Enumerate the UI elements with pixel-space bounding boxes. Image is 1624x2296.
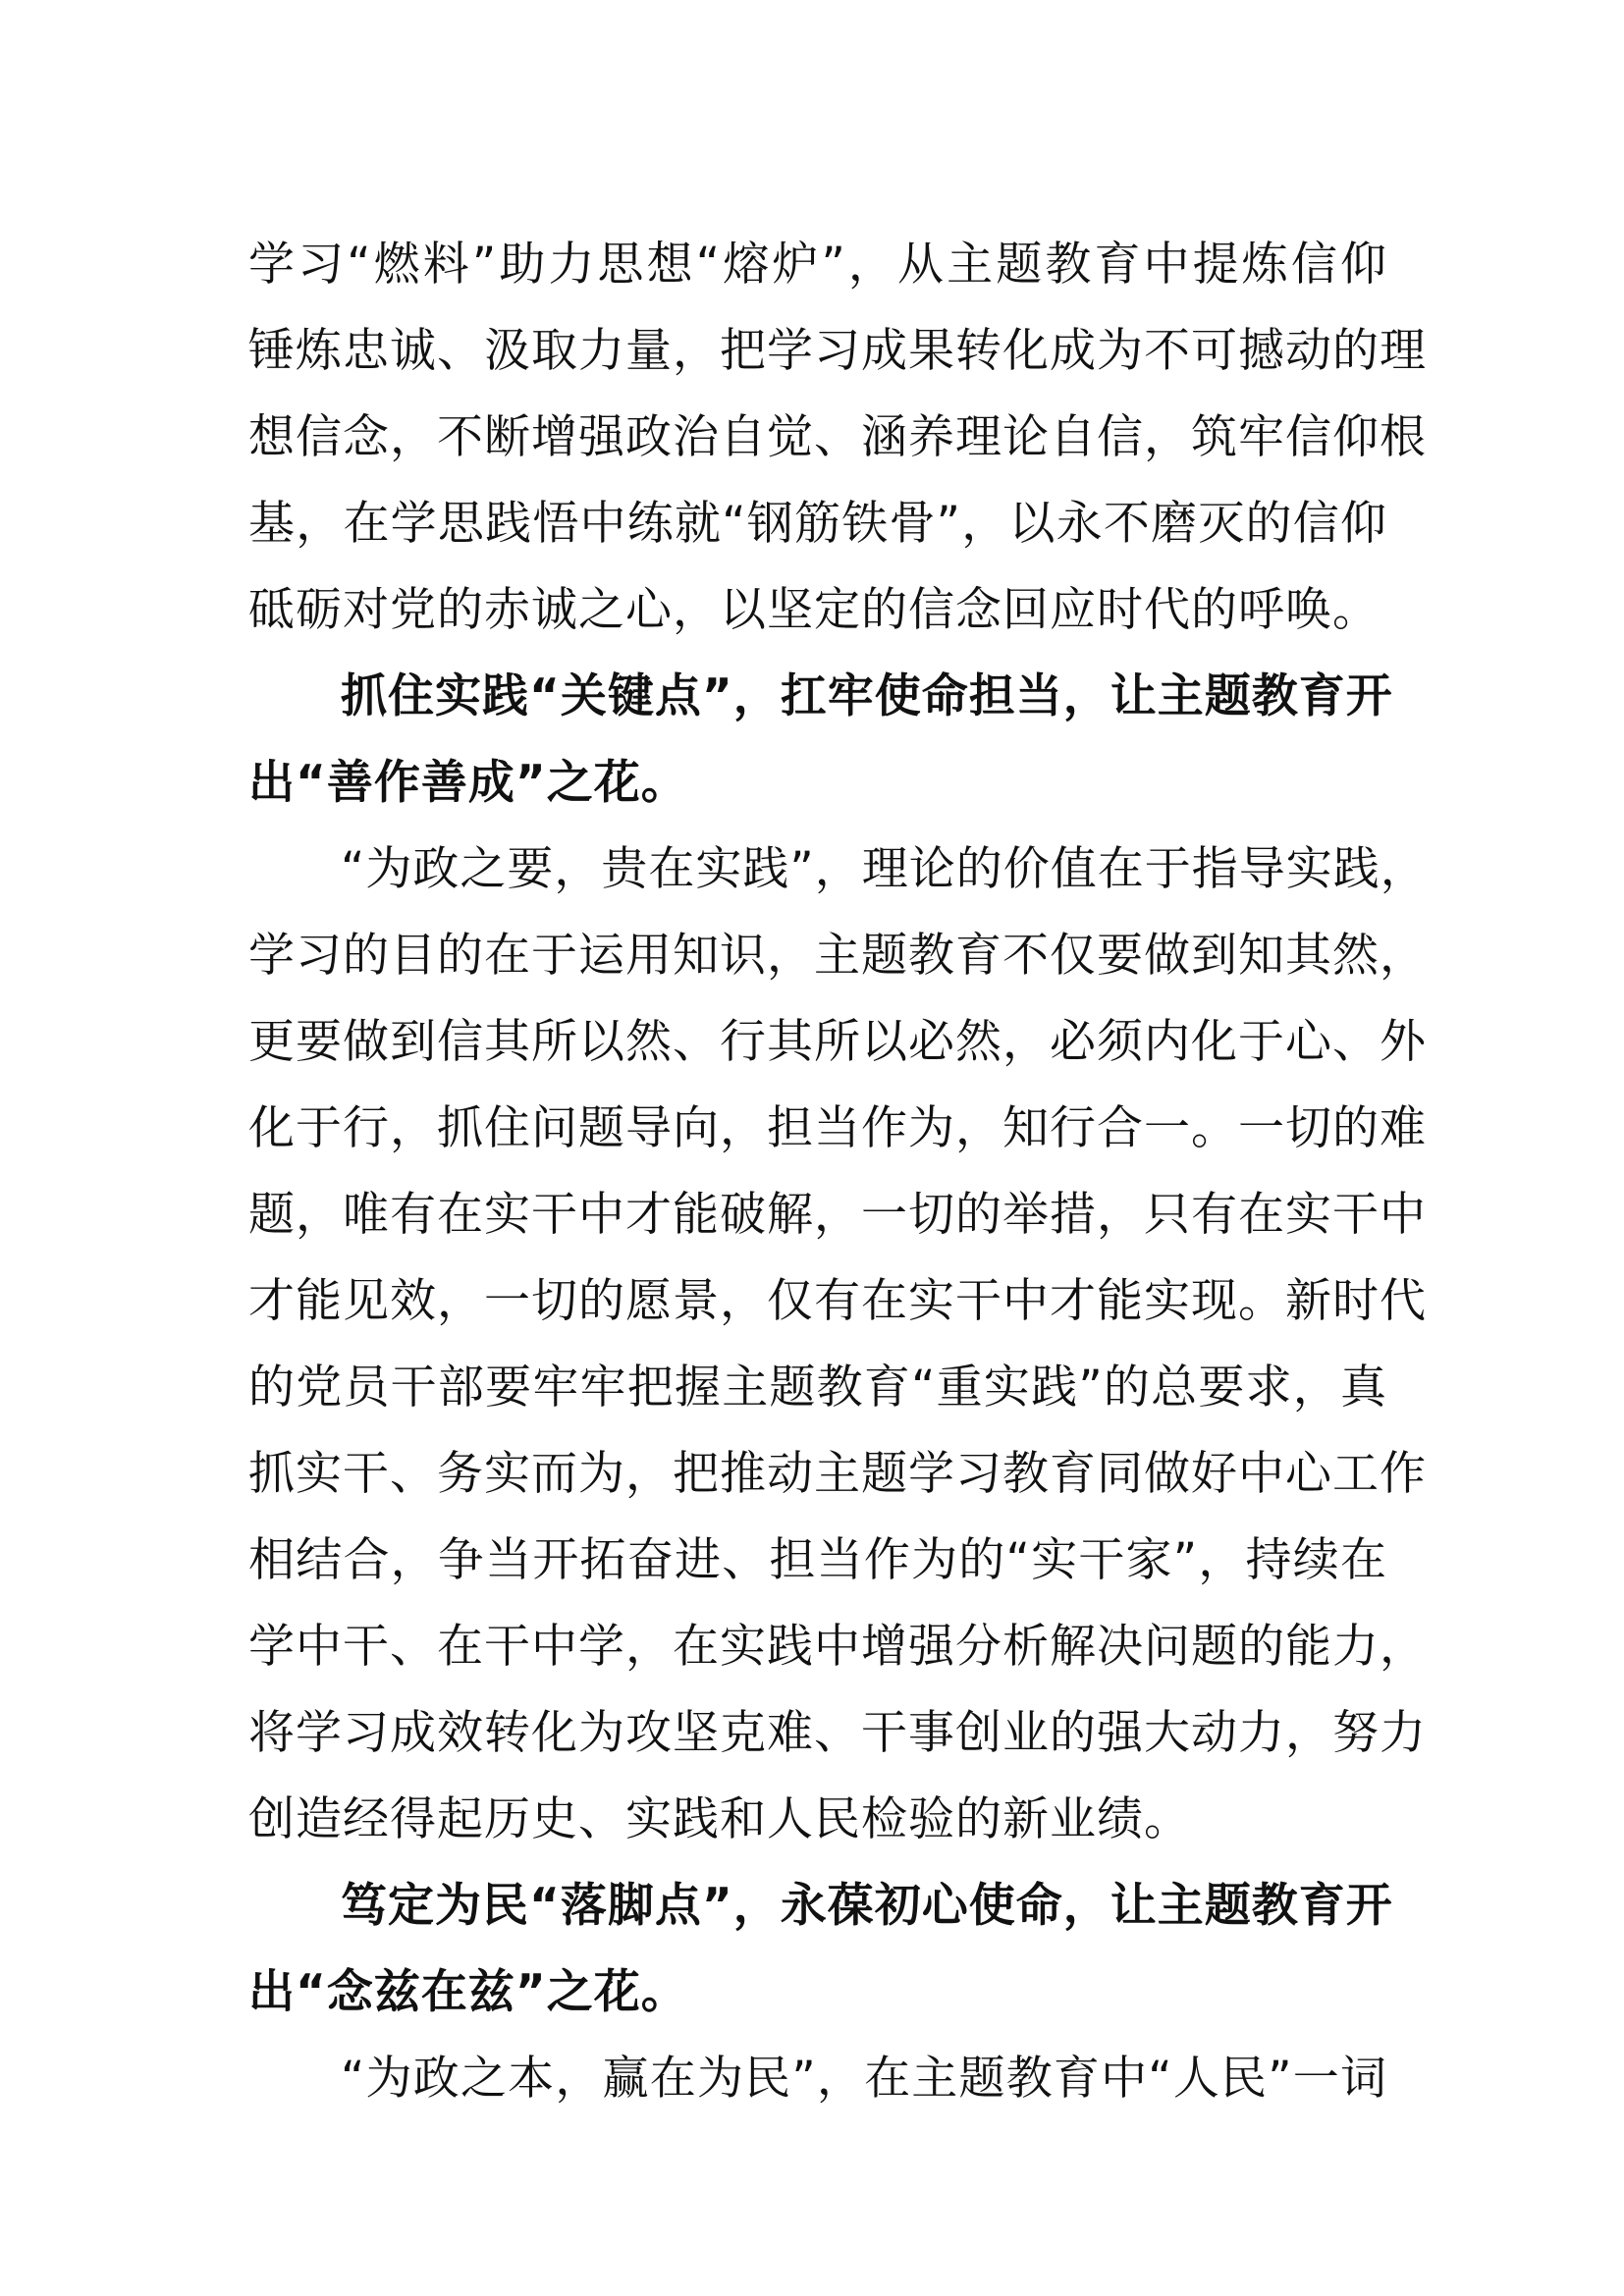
text-line: 更要做到信其所以然、行其所以必然，必须内化于心、外 <box>248 1015 1427 1069</box>
text-line: 将学习成效转化为攻坚克难、干事创业的强大动力，努力 <box>248 1706 1427 1760</box>
section-heading-line: 出“善作善成”之花。 <box>248 756 688 810</box>
section-heading-line: 出“念兹在兹”之花。 <box>248 1965 688 2019</box>
text-line: 基，在学思践悟中练就“钢筋铁骨”，以永不磨灭的信仰 <box>248 497 1387 551</box>
text-line: 学中干、在干中学，在实践中增强分析解决问题的能力， <box>248 1620 1427 1674</box>
text-line: 抓实干、务实而为，把推动主题学习教育同做好中心工作 <box>248 1447 1427 1501</box>
text-line: 学习“燃料”助力思想“熔炉”，从主题教育中提炼信仰 <box>248 238 1387 292</box>
text-line: 砥砺对党的赤诚之心，以坚定的信念回应时代的呼唤。 <box>248 583 1380 637</box>
text-line: 化于行，抓住问题导向，担当作为，知行合一。一切的难 <box>248 1101 1427 1155</box>
text-line: 才能见效，一切的愿景，仅有在实干中才能实现。新时代 <box>248 1274 1427 1328</box>
text-line: “为政之本，赢在为民”，在主题教育中“人民”一词 <box>341 2052 1387 2106</box>
document-body <box>248 222 1428 2122</box>
text-line: 题，唯有在实干中才能破解，一切的举措，只有在实干中 <box>248 1188 1427 1242</box>
text-line: 的党员干部要牢牢把握主题教育“重实践”的总要求，真 <box>248 1361 1387 1415</box>
text-line: 锤炼忠诚、汲取力量，把学习成果转化成为不可撼动的理 <box>248 324 1427 378</box>
text-line: 学习的目的在于运用知识，主题教育不仅要做到知其然， <box>248 929 1427 983</box>
section-heading-line: 笃定为民“落脚点”，永葆初心使命，让主题教育开 <box>341 1879 1393 1933</box>
text-line: 相结合，争当开拓奋进、担当作为的“实干家”，持续在 <box>248 1533 1387 1587</box>
text-line: “为政之要，贵在实践”，理论的价值在于指导实践， <box>341 842 1428 896</box>
text-line: 创造经得起历史、实践和人民检验的新业绩。 <box>248 1792 1191 1846</box>
text-line: 想信念，不断增强政治自觉、涵养理论自信，筑牢信仰根 <box>248 410 1427 464</box>
section-heading-line: 抓住实践“关键点”，扛牢使命担当，让主题教育开 <box>341 669 1393 723</box>
